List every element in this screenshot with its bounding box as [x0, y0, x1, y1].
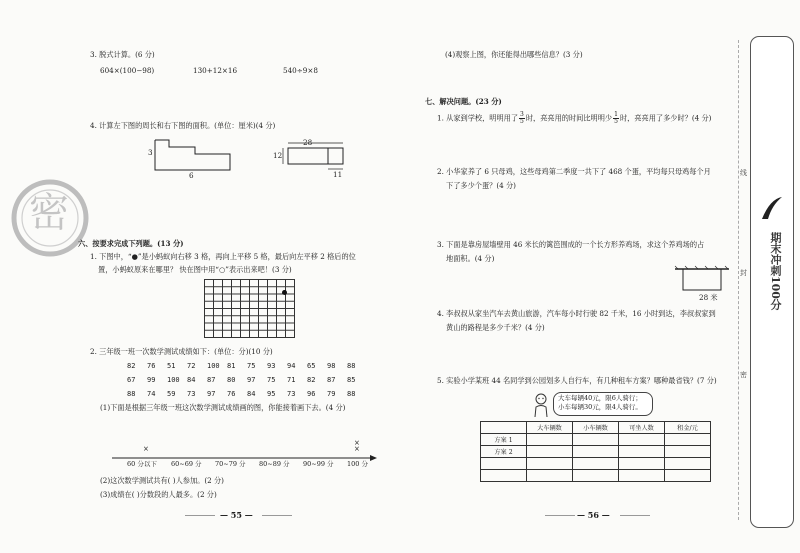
answer-cell[interactable] — [527, 434, 573, 446]
score-value: 81 — [227, 362, 236, 370]
teacher-avatar-icon — [531, 392, 551, 418]
answer-cell[interactable] — [573, 458, 619, 470]
answer-cell[interactable] — [665, 434, 711, 446]
fig2-left-label: 12 — [273, 151, 283, 160]
sec6-title: 六、按要求完成下列题。(13 分) — [78, 239, 184, 248]
axis-label: 80~89 分 — [259, 460, 290, 468]
score-value: 98 — [327, 362, 336, 370]
score-value: 74 — [147, 390, 156, 398]
score-value: 73 — [187, 390, 196, 398]
table-header-row — [481, 422, 711, 434]
table-header-cell: 可坐人数 — [619, 422, 665, 434]
table-row — [481, 434, 711, 446]
table-row — [481, 446, 711, 458]
sec6-sub2: (2)这次数学测试共有( )人参加。(2 分) — [100, 476, 224, 485]
brand-swoosh-icon — [760, 195, 784, 223]
score-value: 100 — [207, 362, 220, 370]
score-value: 71 — [287, 376, 296, 384]
score-value: 99 — [147, 376, 156, 384]
score-value: 94 — [287, 362, 296, 370]
q4b-question: (4)观察上图，你还能得出哪些信息？(3 分) — [445, 50, 583, 59]
score-value: 88 — [347, 390, 356, 398]
fig2-bottom-label: 11 — [333, 170, 343, 179]
binding-line — [738, 40, 749, 520]
score-value: 88 — [127, 390, 136, 398]
page-number-left: — 55 — — [220, 510, 253, 520]
score-value: 82 — [127, 362, 136, 370]
bubble-line-1: 大车每辆40元，限6人骑行； — [558, 394, 642, 402]
axis-label: 60 分以下 — [127, 460, 157, 468]
binding-char: 封 — [740, 269, 747, 277]
score-value: 88 — [347, 362, 356, 370]
sec6-sub3: (3)成绩在( )分数段的人最多。(2 分) — [100, 490, 217, 499]
fig2-top-label: 28 — [303, 138, 313, 147]
answer-cell[interactable] — [619, 434, 665, 446]
answer-cell[interactable] — [665, 458, 711, 470]
fig1-bottom-label: 6 — [189, 171, 194, 180]
score-value: 100 — [167, 376, 180, 384]
brand-title: 期末冲刺100分 — [769, 232, 782, 310]
q3-title: 3. 脱式计算。(6 分) — [90, 50, 155, 59]
score-value: 75 — [247, 362, 256, 370]
sec6-q2-title: 2. 三年级一班一次数学测试成绩如下：(单位：分)(10 分) — [90, 347, 273, 356]
fraction-one-fifth: $\frac{1}{5}$ — [614, 111, 618, 125]
q3-expr3: 540÷9×8 — [283, 66, 318, 75]
score-value: 79 — [327, 390, 336, 398]
sec7-q3-line1: 3. 下面是靠房屋墙壁用 46 米长的篱笆围成的一个长方形养鸡场，求这个养鸡场的占 — [437, 240, 705, 249]
ant-grid[interactable] — [204, 279, 295, 338]
page-number-right: — 56 — — [577, 510, 610, 520]
row-label: 方案 2 — [481, 446, 527, 458]
table-header-cell — [481, 422, 527, 434]
table-header-cell: 小车辆数 — [573, 422, 619, 434]
answer-cell[interactable] — [619, 446, 665, 458]
sec7-q5-title: 5. 实验小学某班 44 名同学到公园划多人自行车，有几种租车方案？哪种最省钱？(7 分) — [437, 376, 717, 385]
score-value: 65 — [307, 362, 316, 370]
svg-text:×: × — [143, 445, 149, 453]
sec7-q3-line2: 地面积。(4 分) — [446, 254, 495, 263]
fig1-left-label: 3 — [148, 148, 153, 157]
axis-label: 60~69 分 — [171, 460, 202, 468]
sec6-sub1: (1)下面是根据三年级一班这次数学测试成绩画的图，你能接着画下去。(4 分) — [100, 403, 346, 412]
binding-char: 线 — [740, 169, 747, 177]
q4-title: 4. 计算左下图的周长和右下图的面积。(单位：厘米)(4 分) — [90, 121, 276, 130]
stamp-char: 密 — [29, 190, 69, 236]
svg-text:×: × — [354, 445, 360, 453]
score-value: 51 — [167, 362, 176, 370]
rental-plan-table — [480, 421, 711, 482]
sec7-q2-line2: 下了多少个蛋？(4 分) — [446, 181, 516, 190]
score-value: 97 — [207, 390, 216, 398]
score-value: 93 — [267, 362, 276, 370]
axis-label: 100 分 — [347, 460, 368, 468]
svg-text:×: × — [354, 439, 360, 447]
score-value: 84 — [247, 390, 256, 398]
axis-label: 70~79 分 — [215, 460, 246, 468]
score-value: 72 — [187, 362, 196, 370]
score-value: 97 — [247, 376, 256, 384]
sec7-title: 七、解决问题。(23 分) — [425, 97, 502, 106]
sec7-q1: 1. 从家到学校，明明用了 $\frac{3}{5}$ 时，亮亮用的时间比明明少 $\frac{1}{5}$ 时，亮亮用了多少时？(4 分) — [437, 111, 712, 125]
answer-cell[interactable] — [665, 470, 711, 482]
q3-expr1: 604×(100−98) — [100, 66, 155, 75]
score-value: 75 — [267, 376, 276, 384]
bubble-line-2: 小车每辆30元，限4人骑行。 — [558, 403, 642, 412]
rect-figure — [285, 140, 355, 185]
table-row — [481, 458, 711, 470]
row-label: 方案 1 — [481, 434, 527, 446]
sec7-q4-line1: 4. 李叔叔从家坐汽车去黄山旅游，汽车每小时行驶 82 千米，16 小时到达，李叔叔家到 — [437, 309, 716, 318]
score-value: 87 — [327, 376, 336, 384]
table-header-cell: 租金/元 — [665, 422, 711, 434]
sec7-q2-line1: 2. 小华家养了 6 只母鸡，这些母鸡第二季度一共下了 468 个蛋，平均每只母鸡每个月 — [437, 167, 711, 176]
answer-cell[interactable] — [573, 446, 619, 458]
q3-expr2: 130+12×16 — [193, 66, 238, 75]
score-value: 85 — [347, 376, 356, 384]
axis-label: 90~99 分 — [303, 460, 334, 468]
sec6-q1-line1: 1. 下图中，“●”是小蚂蚁向右移 3 格，再向上平移 5 格，最后向左平移 2 格后的位 — [90, 252, 356, 261]
score-value: 59 — [167, 390, 176, 398]
answer-cell[interactable] — [527, 458, 573, 470]
answer-cell[interactable] — [527, 470, 573, 482]
yard-length-label: 28 米 — [699, 293, 718, 302]
score-value: 95 — [267, 390, 276, 398]
staircase-figure — [155, 138, 275, 178]
answer-cell[interactable] — [527, 446, 573, 458]
score-value: 76 — [227, 390, 236, 398]
fraction-three-fifths: $\frac{3}{5}$ — [520, 111, 524, 125]
answer-cell[interactable] — [573, 434, 619, 446]
score-value: 82 — [307, 376, 316, 384]
answer-cell[interactable] — [573, 470, 619, 482]
ant-dot — [282, 290, 287, 295]
score-value: 67 — [127, 376, 136, 384]
answer-cell[interactable] — [665, 446, 711, 458]
score-value: 76 — [147, 362, 156, 370]
row-label — [481, 458, 527, 470]
answer-cell[interactable] — [619, 470, 665, 482]
sec7-q4-line2: 黄山的路程是多少千米？(4 分) — [446, 323, 545, 332]
sec6-q1-line2: 置，小蚂蚁原来在哪里？ 快在图中用“○”表示出来吧！(3 分) — [98, 265, 292, 274]
answer-cell[interactable] — [619, 458, 665, 470]
row-label — [481, 470, 527, 482]
score-value: 96 — [307, 390, 316, 398]
table-row — [481, 470, 711, 482]
score-value: 87 — [207, 376, 216, 384]
table-header-cell: 大车辆数 — [527, 422, 573, 434]
score-value: 84 — [187, 376, 196, 384]
score-value: 73 — [287, 390, 296, 398]
score-value: 80 — [227, 376, 236, 384]
rental-price-bubble — [553, 392, 653, 416]
binding-char: 密 — [740, 371, 747, 379]
